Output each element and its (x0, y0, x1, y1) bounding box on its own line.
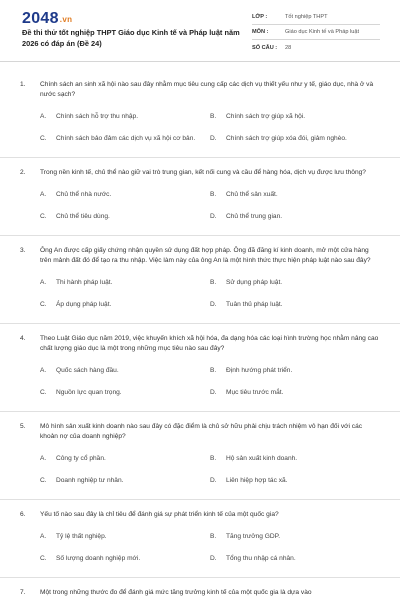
question-item (0, 324, 400, 412)
answer-option[interactable] (210, 547, 380, 569)
answer-option[interactable] (40, 469, 210, 491)
option-text: Tuân thủ pháp luật. (226, 300, 283, 308)
question-header (20, 334, 380, 354)
answer-option[interactable] (210, 359, 380, 381)
question-text: Mô hình sản xuất kinh doanh nào sau đây có đặc điểm là chủ sở hữu phải chịu trách nhiệm vô hạn đối với các khoản nợ của doanh nghiệp? (40, 423, 363, 440)
option-text: Liên hiệp hợp tác xã. (226, 476, 288, 484)
option-text: Công ty cổ phần. (56, 454, 106, 462)
answer-option[interactable] (40, 547, 210, 569)
answer-option[interactable] (210, 381, 380, 403)
option-text: Chính sách trợ giúp xã hội. (226, 112, 306, 120)
question-item (0, 70, 400, 158)
answer-option[interactable] (210, 205, 380, 227)
question-number: 3. (20, 247, 26, 254)
question-header (20, 588, 380, 598)
question-header (20, 510, 380, 520)
answer-option[interactable] (40, 271, 210, 293)
question-text: Trong nền kinh tế, chủ thể nào giữ vai trò trung gian, kết nối cung và cầu để hàng hóa, dịch vụ được lưu thông? (40, 169, 366, 176)
question-item (0, 158, 400, 236)
question-number: 1. (20, 81, 26, 88)
answer-options (40, 359, 380, 403)
option-letter: C. (40, 388, 47, 396)
option-letter: B. (210, 278, 217, 286)
question-header (20, 246, 380, 266)
option-letter: D. (210, 554, 217, 562)
option-letter: D. (210, 134, 217, 142)
answer-option[interactable] (40, 447, 210, 469)
answer-option[interactable] (40, 381, 210, 403)
option-letter: B. (210, 454, 217, 462)
question-text: Yếu tố nào sau đây là chỉ tiêu để đánh giá sự phát triển kinh tế của một quốc gia? (40, 511, 279, 518)
option-letter: D. (210, 476, 217, 484)
option-letter: D. (210, 212, 217, 220)
exam-info-table (252, 10, 380, 55)
answer-option[interactable] (40, 293, 210, 315)
option-letter: B. (210, 366, 217, 374)
option-letter: B. (210, 190, 217, 198)
option-text: Định hướng phát triển. (226, 366, 293, 374)
answer-option[interactable] (210, 525, 380, 547)
answer-option[interactable] (210, 447, 380, 469)
option-letter: A. (40, 454, 47, 462)
answer-options (40, 525, 380, 569)
info-row-subject: MÔN : Giáo dục Kinh tế và Pháp luật (252, 25, 380, 40)
info-row-class: LỚP : Tốt nghiệp THPT (252, 10, 380, 25)
answer-options (40, 105, 380, 149)
question-text: Ông An được cấp giấy chứng nhận quyền sử dụng đất hợp pháp. Ông đã đăng kí kinh doanh, mở một cửa hàng trên mảnh đất đó để tạo ra thu nhập. Việc làm này của ông An là một hình thức thực hiện pháp luật nào sau đây? (40, 247, 371, 264)
answer-option[interactable] (40, 183, 210, 205)
option-text: Chủ thể nhà nước. (56, 190, 112, 198)
question-number: 4. (20, 335, 26, 342)
option-letter: C. (40, 476, 47, 484)
question-header (20, 80, 380, 100)
option-letter: B. (210, 112, 217, 120)
exam-title: Đề thi thử tốt nghiệp THPT Giáo dục Kinh tế và Pháp luật năm 2026 có đáp án (Đề 24) (22, 28, 240, 48)
option-letter: A. (40, 366, 47, 374)
info-row-question-count: SỐ CÂU : 28 (252, 44, 292, 51)
answer-option[interactable] (210, 271, 380, 293)
option-letter: A. (40, 190, 47, 198)
option-text: Số lượng doanh nghiệp mới. (56, 554, 141, 562)
answer-option[interactable] (210, 293, 380, 315)
answer-option[interactable] (40, 105, 210, 127)
option-text: Sử dụng pháp luật. (226, 278, 283, 286)
answer-option[interactable] (40, 127, 210, 149)
option-text: Doanh nghiệp tư nhân. (56, 476, 124, 484)
option-text: Mục tiêu trước mắt. (226, 388, 284, 396)
question-item (0, 236, 400, 324)
answer-options (40, 183, 380, 227)
question-number: 7. (20, 589, 26, 596)
option-letter: C. (40, 134, 47, 142)
answer-option[interactable] (210, 469, 380, 491)
answer-option[interactable] (210, 105, 380, 127)
answer-option[interactable] (40, 525, 210, 547)
option-text: Chủ thể tiêu dùng. (56, 212, 110, 220)
option-letter: A. (40, 112, 47, 120)
option-letter: D. (210, 300, 217, 308)
question-item (0, 578, 400, 600)
option-text: Chủ thể trung gian. (226, 212, 283, 220)
option-text: Chủ thể sản xuất. (226, 190, 278, 198)
option-text: Chính sách hỗ trợ thu nhập. (56, 112, 139, 120)
option-text: Hộ sản xuất kinh doanh. (226, 454, 298, 462)
option-text: Nguồn lực quan trọng. (56, 388, 122, 396)
option-text: Chính sách bảo đảm các dịch vụ xã hội cơ bản. (56, 134, 196, 142)
question-text: Theo Luật Giáo dục năm 2019, việc khuyến khích xã hội hóa, đa dạng hóa các loại hình trường học nhằm nâng cao chất lượng giáo dục là một trong những mục tiêu nào sau đây? (40, 335, 379, 352)
question-text: Chính sách an sinh xã hội nào sau đây nhằm mục tiêu cung cấp các dịch vụ thiết yếu như y tế, giáo dục, nhà ở và nước sạch? (40, 81, 374, 98)
option-letter: A. (40, 532, 47, 540)
answer-options (40, 271, 380, 315)
option-text: Tỷ lệ thất nghiệp. (56, 532, 107, 540)
exam-header (0, 0, 400, 62)
site-logo[interactable]: 2048.vn (22, 10, 73, 27)
option-text: Thi hành pháp luật. (56, 278, 113, 286)
question-number: 6. (20, 511, 26, 518)
option-text: Quốc sách hàng đầu. (56, 366, 119, 374)
question-list (0, 70, 400, 600)
option-letter: C. (40, 212, 47, 220)
answer-option[interactable] (210, 183, 380, 205)
option-letter: C. (40, 300, 47, 308)
question-header (20, 422, 380, 442)
question-number: 5. (20, 423, 26, 430)
option-letter: D. (210, 388, 217, 396)
answer-option[interactable] (40, 359, 210, 381)
option-text: Tổng thu nhập cá nhân. (226, 554, 296, 562)
option-text: Áp dụng pháp luật. (56, 300, 112, 308)
option-text: Tăng trưởng GDP. (226, 532, 281, 540)
answer-options (40, 447, 380, 491)
question-text: Một trong những thước đo để đánh giá mức tăng trưởng kinh tế của một quốc gia là dựa vào (40, 589, 312, 596)
answer-option[interactable] (40, 205, 210, 227)
option-text: Chính sách trợ giúp xóa đói, giảm nghèo. (226, 134, 347, 142)
question-number: 2. (20, 169, 26, 176)
option-letter: B. (210, 532, 217, 540)
question-item (0, 412, 400, 500)
question-item (0, 500, 400, 578)
answer-option[interactable] (210, 127, 380, 149)
option-letter: A. (40, 278, 47, 286)
question-header (20, 168, 380, 178)
option-letter: C. (40, 554, 47, 562)
